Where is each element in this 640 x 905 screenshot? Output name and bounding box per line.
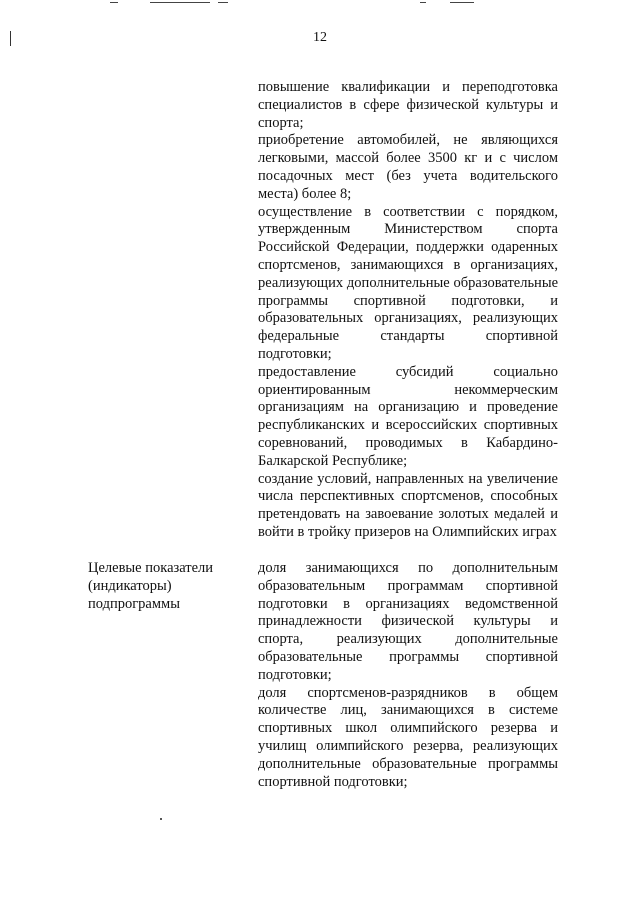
targets-label-line: подпрограммы	[88, 595, 180, 612]
list-item: осуществление в соответствии с порядком, утвержденным Министерством спорта Российской Федерации, поддержки одаренных спортсменов, занимающихся в организациях, реализующих дополнительные образовательные программы спортивной подготовки, и образовательных организациях, реализующих федеральные стандарты спортивной подготовки;	[258, 203, 558, 362]
list-item: доля спортсменов-разрядников в общем количестве лиц, занимающихся в системе спортивных школ олимпийского резерва и училищ олимпийского резерва, реализующих дополнительные образовательные программы спортивной подготовки;	[258, 684, 558, 790]
page-number: 12	[313, 30, 327, 45]
scan-dot	[160, 818, 162, 820]
targets-label-line: (индикаторы)	[88, 577, 172, 594]
list-item: приобретение автомобилей, не являющихся легковыми, массой более 3500 кг и с числом посадочных мест (без учета водительского места) более 8;	[258, 132, 558, 202]
continued-measures-list	[258, 79, 558, 542]
list-item: повышение квалификации и переподготовка специалистов в сфере физической культуры и спорта;	[258, 79, 558, 131]
targets-label-line: Целевые показатели	[88, 560, 214, 576]
list-item: создание условий, направленных на увеличение числа перспективных спортсменов, способных претендовать на завоевание золотых медалей и войти в тройку призеров на Олимпийских играх	[258, 470, 558, 540]
scan-top-marks	[0, 0, 640, 8]
target-indicators-list	[258, 560, 558, 791]
list-item: доля занимающихся по дополнительным образовательным программам спортивной подготовки в организациях ведомственной принадлежности физической культуры и спорта, реализующих дополнительные образовательные программы спортивной подготовки;	[258, 560, 558, 683]
targets-label	[88, 560, 248, 613]
list-item: предоставление субсидий социально ориентированным некоммерческим организациям на организацию и проведение республиканских и всероссийских спортивных соревнований, проводимых в Кабардино-Балкарской Республике;	[258, 363, 558, 469]
